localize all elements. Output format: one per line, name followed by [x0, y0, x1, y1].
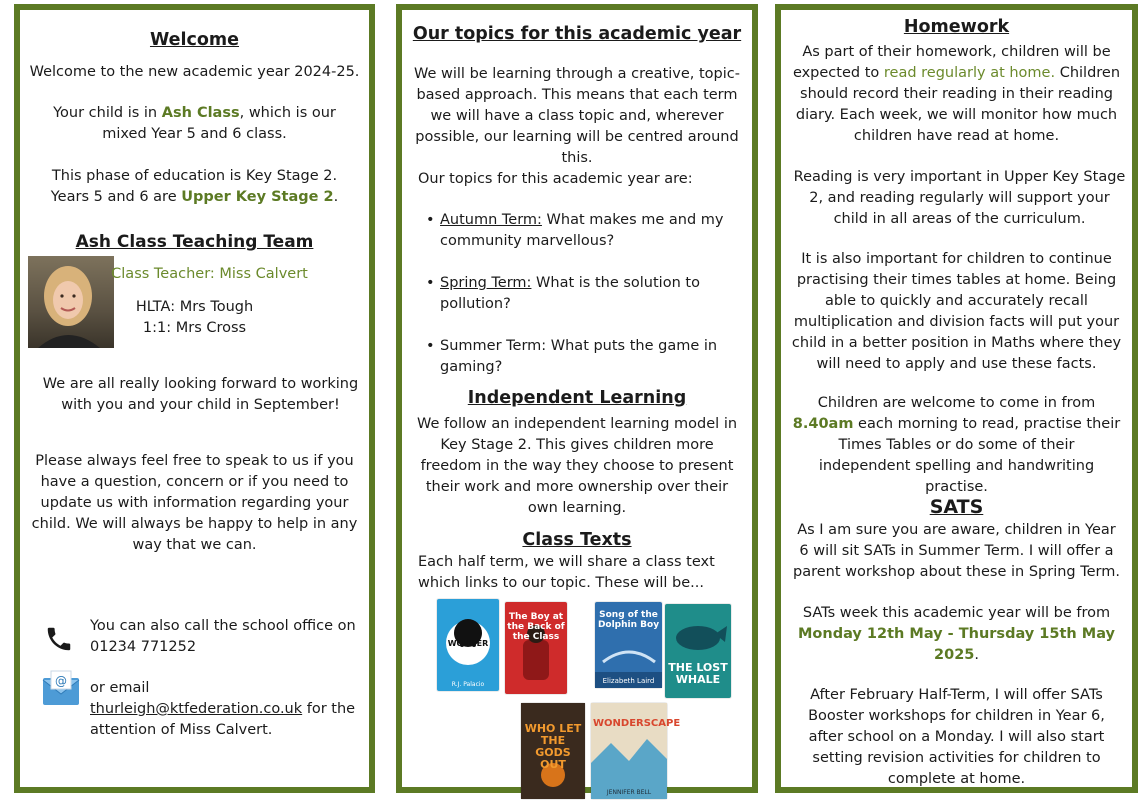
morning-time: 8.40am — [792, 416, 854, 432]
one-to-one: 1:1: Mrs Cross — [142, 320, 247, 336]
booster-info: After February Half-Term, I will offer SATs Booster workshops for children in Year 6, after school on a Monday. I will also start setting revision activities for children to complete at home. — [808, 687, 1105, 787]
topics-heading: Our topics for this academic year — [412, 24, 742, 44]
email-link[interactable]: thurleigh@ktfederation.co.uk — [90, 701, 303, 717]
feel-free: Please always feel free to speak to us if you have a question, concern or if you need to update us with information regarding your child. We will always be happy to help in any way that we can. — [31, 453, 358, 553]
welcome-heading: Welcome — [149, 30, 240, 50]
topics-list — [424, 210, 730, 399]
times-tables: It is also important for children to continue practising their times tables at home. Being able to quickly and accurately recall multiplication and division facts will put your child in a better position in Maths where they will need to apply and use these facts. — [791, 251, 1122, 372]
sats-dates: Monday 12th May - Thursday 15th May 2025 — [798, 626, 1115, 663]
book-cover-who-let-gods-out: WHO LET THE GODS OUT — [521, 703, 585, 799]
topic-spring: • Spring Term: What is the solution to pollution? — [424, 273, 730, 315]
homework-text: As part of their homework, children will be expected to read regularly at home. Children should record their reading in their reading diary. Each week, we will monitor how much children have read at home. — [792, 44, 1121, 144]
topics-lead: Our topics for this academic year are: — [418, 171, 693, 187]
call-office: You can also call the school office on 01234 771252 — [90, 618, 356, 655]
svg-text:@: @ — [55, 674, 67, 688]
read-regularly: read regularly at home. — [883, 65, 1056, 81]
texts-text: Each half term, we will share a class text which links to our topic. These will be... — [418, 554, 715, 591]
topics-panel — [396, 4, 758, 796]
team-heading: Ash Class Teaching Team — [75, 232, 314, 252]
homework-panel — [775, 4, 1138, 793]
reading-importance: Reading is very important in Upper Key Stage 2, and reading regularly will support your child in all areas of the curriculum. — [793, 169, 1126, 227]
book-cover-dolphin-boy: Song of the Dolphin Boy Elizabeth Laird — [595, 602, 662, 688]
class-name: Ash Class — [161, 105, 240, 121]
book-cover-wonderscape: WONDERSCAPE JENNIFER BELL — [591, 703, 667, 799]
class-info: Your child is in Ash Class, which is our mixed Year 5 and 6 class. — [53, 105, 336, 142]
topic-autumn: • Autumn Term: What makes me and my community marvellous? — [424, 210, 730, 252]
sats-week: SATs week this academic year will be from Monday 12th May - Thursday 15th May 2025. — [798, 605, 1115, 663]
homework-heading: Homework — [903, 17, 1010, 37]
email-icon — [42, 670, 80, 706]
sats-heading: SATS — [929, 496, 984, 518]
morning-info: Children are welcome to come in from 8.40am each morning to read, practise their Times Tables or do some of their independent spelling and handwriting practise. — [792, 395, 1121, 495]
upper-key-stage: Upper Key Stage 2 — [181, 189, 334, 205]
independent-text: We follow an independent learning model in Key Stage 2. This gives children more freedom in the way they choose to present their work and more ownership over their own learning. — [416, 416, 738, 516]
topic-summer: • Summer Term: What puts the game in gaming? — [424, 336, 730, 378]
welcome-line: Welcome to the new academic year 2024-25. — [29, 64, 360, 80]
book-cover-boy-at-back: The Boy at the Back of the Class — [505, 602, 567, 694]
book-cover-wonder: WONDER R.J. Palacio — [437, 599, 499, 691]
texts-heading: Class Texts — [522, 530, 632, 550]
book-cover-lost-whale: THE LOST WHALE — [665, 604, 731, 698]
phase-info: This phase of education is Key Stage 2. Years 5 and 6 are Upper Key Stage 2. — [50, 168, 339, 205]
topics-intro: We will be learning through a creative, topic-based approach. This means that each term we will have a class topic and, wherever possible, our learning will be centred around this. — [414, 66, 740, 166]
welcome-panel — [14, 4, 375, 793]
email-info: or email thurleigh@ktfederation.co.uk for the attention of Miss Calvert. — [90, 680, 356, 738]
looking-forward: We are all really looking forward to working with you and your child in September! — [42, 376, 359, 413]
phone-icon — [44, 624, 74, 654]
class-teacher: Class Teacher: Miss Calvert — [111, 266, 308, 282]
hlta: HLTA: Mrs Tough — [135, 299, 254, 315]
independent-heading: Independent Learning — [467, 388, 687, 408]
sats-intro: As I am sure you are aware, children in Year 6 will sit SATs in Summer Term. I will offer a parent workshop about these in Spring Term. — [793, 522, 1120, 580]
